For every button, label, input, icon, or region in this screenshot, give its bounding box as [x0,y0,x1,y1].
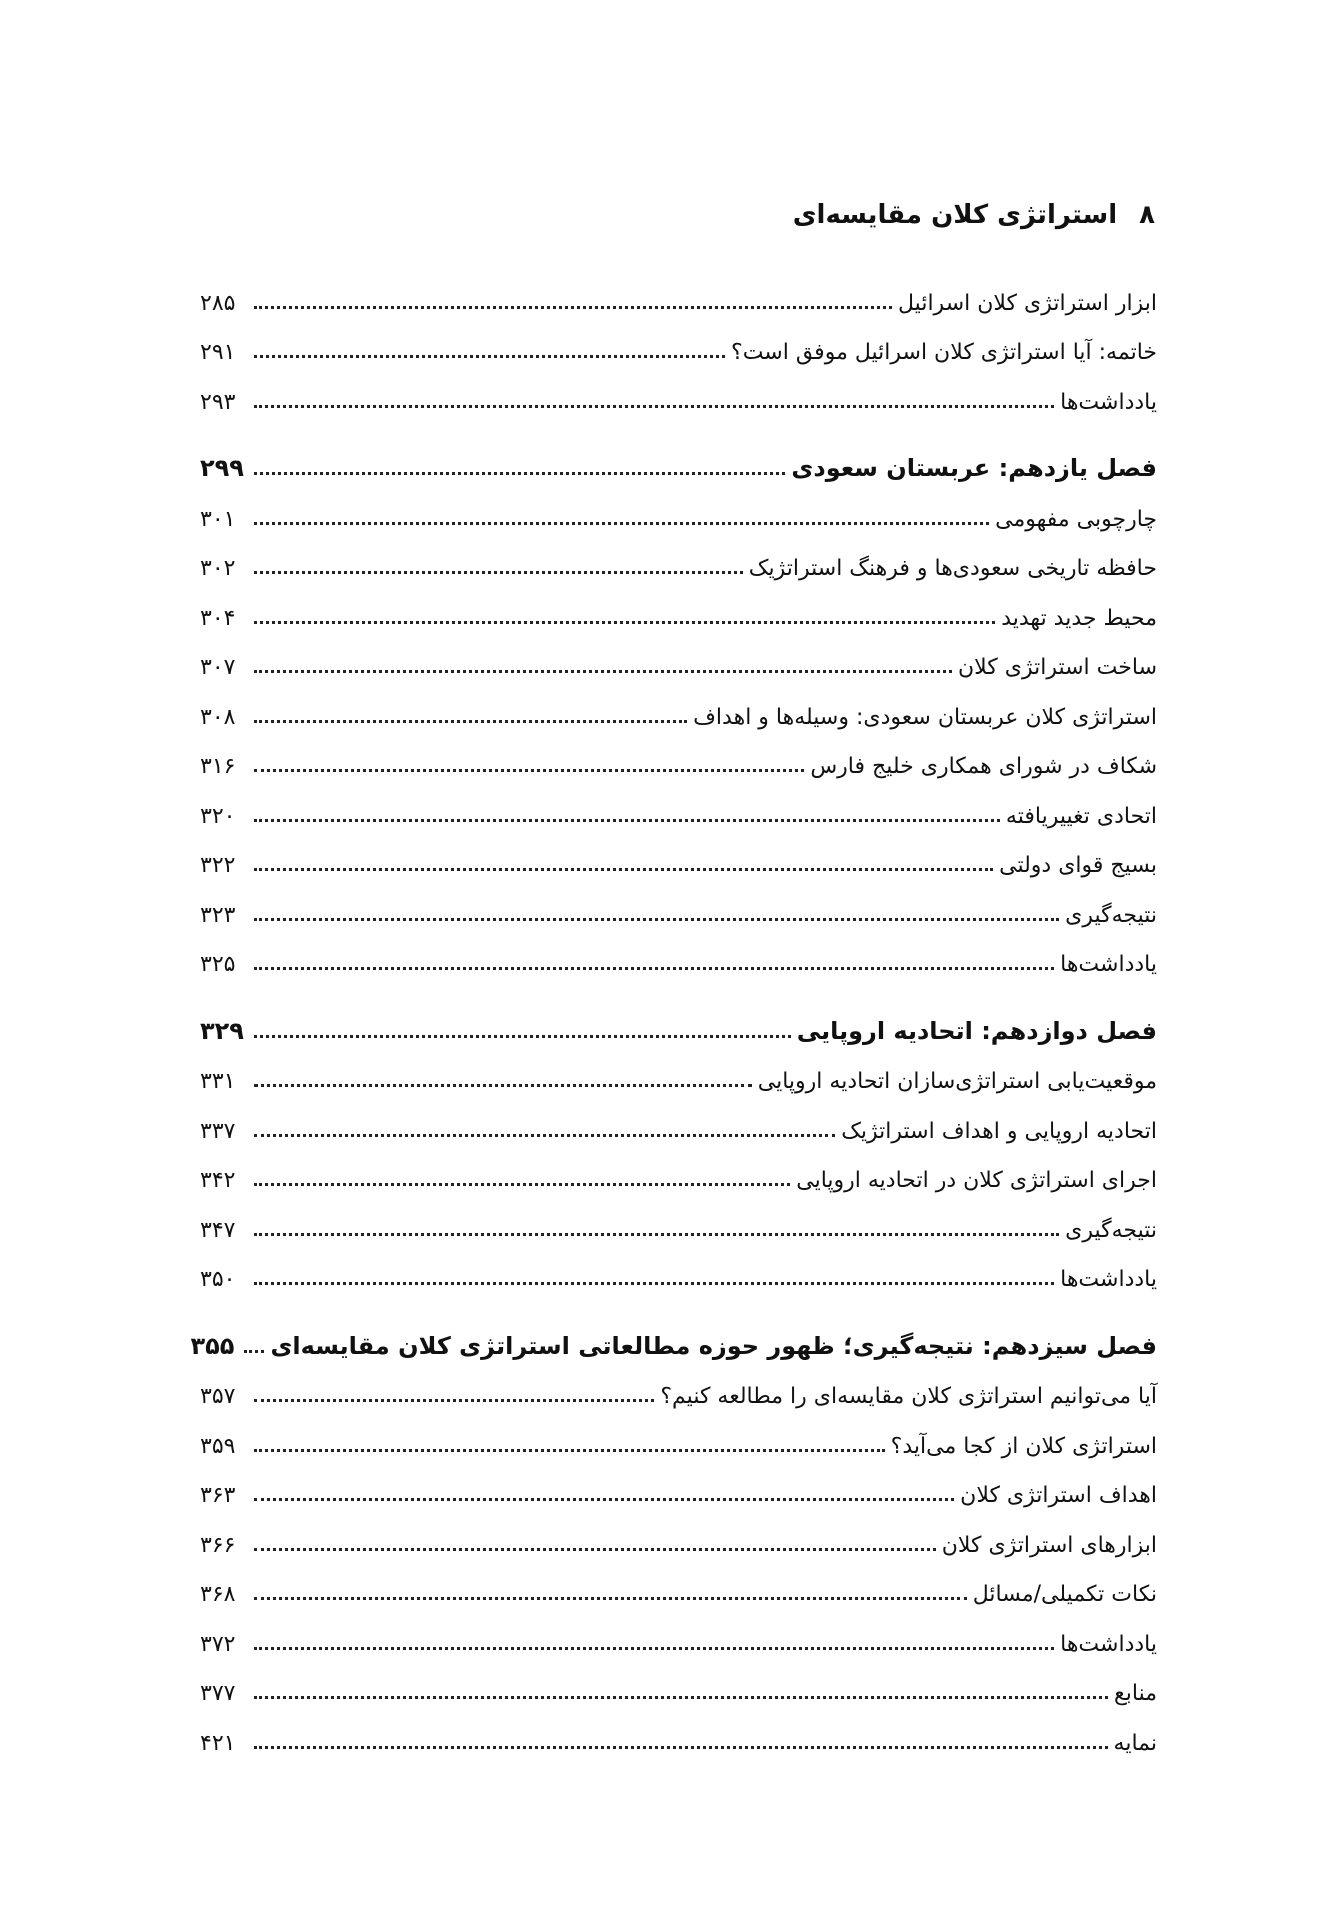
toc-entry-title: ابزارهای استراتژی کلان [941,1532,1157,1558]
toc-entry-page: ۳۵۷ [200,1384,236,1409]
toc-section [190,1316,1157,1762]
toc-entry[interactable] [200,1415,1157,1465]
toc-entry-page: ۳۳۱ [200,1069,236,1094]
dot-leader [254,1282,1054,1285]
dot-leader [254,306,892,309]
toc-entry-page: ۳۴۷ [200,1217,236,1243]
toc-entry-page: ۳۶۶ [200,1532,236,1558]
toc-entry-title: شکاف در شورای همکاری خلیج فارس [810,754,1157,779]
table-of-contents [190,272,1157,1762]
toc-entry-title: خاتمه: آیا استراتژی کلان اسرائیل موفق است؟ [731,340,1157,365]
running-header [793,200,1155,230]
dot-leader [254,522,989,525]
dot-leader [254,1647,1054,1650]
toc-entry-title: استراتژی کلان عربستان سعودی: وسیله‌ها و اهداف [693,704,1157,730]
toc-entry[interactable] [200,371,1157,421]
dot-leader [254,769,804,772]
toc-section [200,439,1157,984]
toc-entry-title: یادداشت‌ها [1060,1267,1157,1292]
toc-entry-page: ۳۷۷ [200,1681,236,1706]
toc-entry-page: ۳۲۹ [200,1016,244,1045]
toc-entry[interactable] [200,934,1157,984]
toc-entry-page: ۳۰۷ [200,655,236,680]
toc-entry-title: منابع [1114,1681,1157,1706]
toc-entry-title: فصل دوازدهم: اتحادیه اروپایی [796,1016,1157,1045]
toc-chapter-heading[interactable] [200,1001,1157,1051]
toc-entry-title: ابزار استراتژی کلان اسرائیل [898,290,1157,316]
toc-entry-page: ۲۸۵ [200,290,236,316]
toc-chapter-heading[interactable] [200,439,1157,489]
toc-entry[interactable] [200,1613,1157,1663]
toc-entry-page: ۳۷۲ [200,1631,236,1657]
dot-leader [254,1597,967,1600]
dot-leader [254,1548,936,1551]
toc-entry[interactable] [200,1663,1157,1713]
dot-leader [254,967,1054,970]
toc-entry-page: ۳۲۵ [200,952,236,977]
toc-entry-page: ۳۵۵ [190,1331,235,1360]
toc-entry[interactable] [200,785,1157,835]
toc-entry-title: نکات تکمیلی/مسائل [972,1582,1157,1607]
dot-leader [254,1035,791,1038]
dot-leader [254,1449,885,1452]
toc-entry-title: اهداف استراتژی کلان [960,1483,1157,1508]
toc-section [200,272,1157,421]
toc-entry-title: محیط جدید تهدید [1001,605,1157,631]
toc-entry[interactable] [200,1100,1157,1150]
dot-leader [254,405,1054,408]
dot-leader [244,1350,264,1353]
toc-entry-page: ۳۱۶ [200,754,236,779]
toc-entry-title: اتحادیه اروپایی و اهداف استراتژیک [841,1118,1157,1144]
toc-chapter-heading[interactable] [190,1316,1157,1366]
toc-entry-page: ۳۲۰ [200,803,236,829]
toc-entry-title: نتیجه‌گیری [1065,1217,1157,1243]
toc-entry-title: بسیج قوای دولتی [999,853,1157,878]
toc-entry[interactable] [200,1150,1157,1200]
dot-leader [254,1233,1059,1236]
toc-entry[interactable] [200,1564,1157,1614]
toc-entry[interactable] [200,1199,1157,1249]
toc-entry[interactable] [200,538,1157,588]
toc-entry-page: ۲۹۳ [200,389,236,415]
toc-entry-page: ۳۲۲ [200,853,236,878]
toc-entry[interactable] [200,1051,1157,1101]
toc-entry[interactable] [200,686,1157,736]
toc-entry-title: نتیجه‌گیری [1065,902,1157,928]
toc-entry-page: ۳۵۹ [200,1433,236,1459]
toc-entry-title: استراتژی کلان از کجا می‌آید؟ [890,1433,1157,1459]
dot-leader [254,1399,654,1402]
toc-entry-page: ۳۴۲ [200,1168,236,1193]
toc-entry[interactable] [200,1465,1157,1515]
toc-entry-title: اجرای استراتژی کلان در اتحادیه اروپایی [796,1168,1157,1193]
dot-leader [254,670,952,673]
dot-leader [254,1084,752,1087]
dot-leader [254,1498,954,1501]
toc-entry-page: ۳۳۷ [200,1118,236,1144]
dot-leader [254,472,785,475]
dot-leader [254,1134,835,1137]
page-number: ۸ [1139,200,1155,230]
dot-leader [254,918,1059,921]
dot-leader [254,1696,1108,1699]
dot-leader [254,1183,790,1186]
toc-entry-title: یادداشت‌ها [1060,1631,1157,1657]
dot-leader [254,355,725,358]
toc-entry-page: ۳۶۸ [200,1582,236,1607]
toc-entry-title: یادداشت‌ها [1060,952,1157,977]
toc-entry-title: چارچوبی مفهومی [995,506,1157,532]
toc-entry[interactable] [200,488,1157,538]
toc-entry-title: ساخت استراتژی کلان [958,655,1157,680]
toc-entry[interactable] [200,1366,1157,1416]
toc-entry[interactable] [200,322,1157,372]
toc-entry-title: فصل یازدهم: عربستان سعودی [791,454,1157,482]
dot-leader [254,571,743,574]
dot-leader [254,1746,1108,1749]
toc-entry[interactable] [200,637,1157,687]
toc-entry[interactable] [200,884,1157,934]
toc-entry[interactable] [200,1249,1157,1299]
toc-entry-page: ۳۰۸ [200,704,236,730]
toc-entry[interactable] [200,587,1157,637]
toc-entry-page: ۲۹۹ [200,454,244,482]
toc-entry-title: موقعیت‌یابی استراتژی‌سازان اتحادیه اروپایی [757,1069,1157,1094]
toc-entry-page: ۳۰۱ [200,506,236,532]
toc-entry-page: ۳۶۳ [200,1483,236,1508]
toc-entry-title: یادداشت‌ها [1060,389,1157,415]
toc-entry-page: ۳۰۴ [200,605,236,631]
toc-entry-page: ۳۰۲ [200,556,236,581]
toc-entry-page: ۳۵۰ [200,1267,236,1292]
toc-entry-title: آیا می‌توانیم استراتژی کلان مقایسه‌ای را مطالعه کنیم؟ [660,1384,1157,1409]
toc-entry-title: اتحادی تغییریافته [1005,803,1157,829]
toc-entry[interactable] [200,1712,1157,1762]
toc-entry-title: حافظه تاریخی سعودی‌ها و فرهنگ استراتژیک [748,556,1157,581]
toc-entry-page: ۲۹۱ [200,340,236,365]
toc-entry[interactable] [200,272,1157,322]
toc-entry[interactable] [200,736,1157,786]
toc-entry[interactable] [200,1514,1157,1564]
toc-entry-page: ۴۲۱ [200,1730,236,1756]
dot-leader [254,621,995,624]
dot-leader [254,720,687,723]
toc-entry-title: نمایه [1113,1730,1157,1756]
toc-entry[interactable] [200,835,1157,885]
dot-leader [254,819,1000,822]
toc-section [200,1001,1157,1298]
dot-leader [254,868,993,871]
book-title: استراتژی کلان مقایسه‌ای [792,200,1118,230]
toc-entry-page: ۳۲۳ [200,902,236,928]
toc-entry-title: فصل سیزدهم: نتیجه‌گیری؛ ظهور حوزه مطالعاتی استراتژی کلان مقایسه‌ای [270,1331,1157,1360]
